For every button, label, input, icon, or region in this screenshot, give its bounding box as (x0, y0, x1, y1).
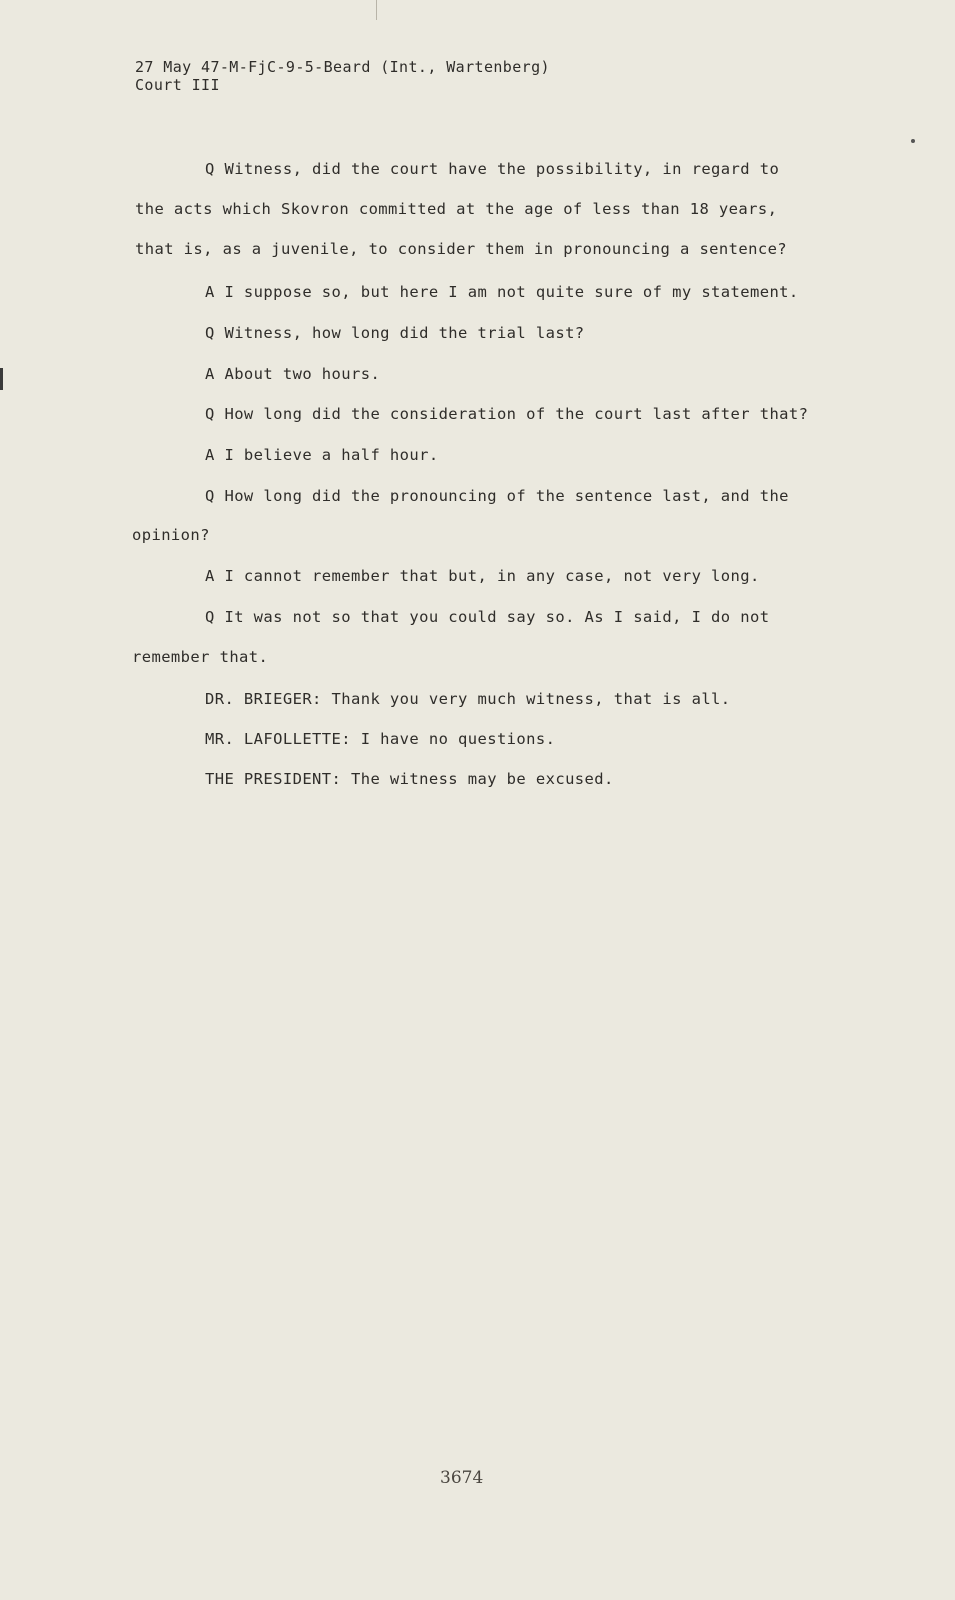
page-number: 3674 (440, 1468, 484, 1488)
transcript-line: A About two hours. (205, 365, 381, 383)
transcript-line: DR. BRIEGER: Thank you very much witness, that is all. (205, 690, 731, 708)
transcript-line: Q Witness, how long did the trial last? (205, 324, 585, 342)
transcript-line: Q How long did the consideration of the court last after that? (205, 405, 809, 423)
header-case-line: 27 May 47-M-FjC-9-5-Beard (Int., Wartenberg) (135, 58, 550, 76)
header-court-line: Court III (135, 76, 220, 94)
transcript-line: Q It was not so that you could say so. As I said, I do not (205, 608, 770, 626)
punch-mark (911, 139, 915, 143)
fold-mark (376, 0, 377, 20)
transcript-line: Q How long did the pronouncing of the sentence last, and the (205, 487, 789, 505)
transcript-line: MR. LAFOLLETTE: I have no questions. (205, 730, 556, 748)
transcript-line: A I believe a half hour. (205, 446, 439, 464)
transcript-line: THE PRESIDENT: The witness may be excused. (205, 770, 614, 788)
transcript-line: remember that. (132, 648, 269, 666)
transcript-line: A I cannot remember that but, in any case, not very long. (205, 567, 760, 585)
transcript-line: Q Witness, did the court have the possibility, in regard to (205, 160, 780, 178)
transcript-line: opinion? (132, 526, 210, 544)
margin-mark (0, 368, 3, 390)
transcript-line: that is, as a juvenile, to consider them in pronouncing a sentence? (135, 240, 788, 258)
transcript-line: the acts which Skovron committed at the age of less than 18 years, (135, 200, 778, 218)
transcript-line: A I suppose so, but here I am not quite sure of my statement. (205, 283, 799, 301)
